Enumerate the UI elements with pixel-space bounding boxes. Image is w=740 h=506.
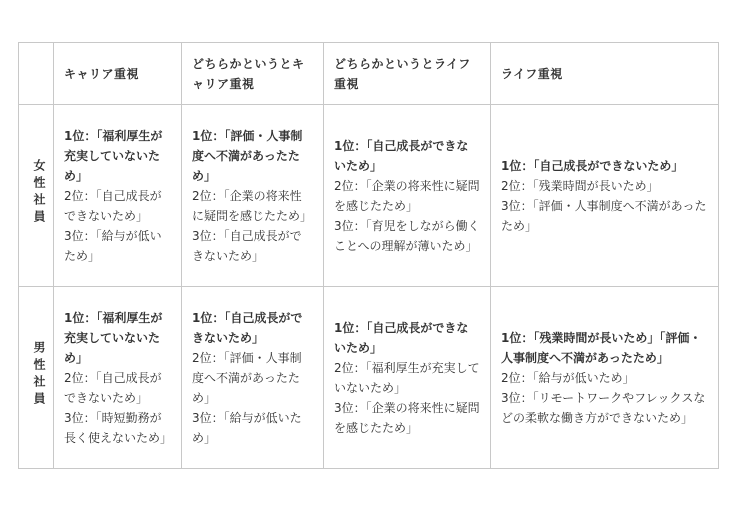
row-label-male: 男性社員 [32,340,46,409]
female-somewhat-career-cell [182,105,324,287]
column-header-somewhat-life: どちらかというとライフ重視 [324,43,491,105]
rank-1: 1位：「福利厚生が充実していないため」 [64,310,163,365]
retirement-reasons-table [18,42,719,469]
rank-2: 2位：「福利厚生が充実していないため」 [334,360,480,395]
rank-3: 3位：「時短勤務が長く使えないため」 [64,410,173,445]
male-somewhat-life-cell [324,287,491,469]
rank-2: 2位：「企業の将来性に疑問を感じたため」 [192,188,313,223]
rank-1: 1位：「自己成長ができないため」 [334,138,469,173]
column-header-somewhat-career: どちらかというとキャリア重視 [182,43,324,105]
rank-2: 2位：「自己成長ができないため」 [64,370,162,405]
male-row [19,287,719,469]
female-life-cell [491,105,719,287]
row-header-female [19,105,54,287]
rank-2: 2位：「企業の将来性に疑問を感じたため」 [334,178,480,213]
row-label-female: 女性社員 [32,158,46,227]
rank-1: 1位：「福利厚生が充実していないため」 [64,128,163,183]
male-life-cell [491,287,719,469]
rank-3: 3位：「リモートワークやフレックスなどの柔軟な働き方ができないため」 [501,390,706,425]
rank-3: 3位：「給与が低いため」 [64,228,162,263]
female-row [19,105,719,287]
rank-3: 3位：「育児をしながら働くことへの理解が薄いため」 [334,218,480,253]
column-header-life: ライフ重視 [491,43,719,105]
rank-2: 2位：「自己成長ができないため」 [64,188,162,223]
female-somewhat-life-cell [324,105,491,287]
rank-2: 2位：「給与が低いため」 [501,370,635,385]
rank-3: 3位：「企業の将来性に疑問を感じたため」 [334,400,480,435]
rank-1: 1位：「自己成長ができないため」 [501,158,684,173]
male-somewhat-career-cell [182,287,324,469]
rank-2: 2位：「残業時間が長いため」 [501,178,659,193]
male-career-cell [54,287,182,469]
row-header-male [19,287,54,469]
rank-1: 1位：「自己成長ができないため」 [192,310,303,345]
rank-3: 3位：「評価・人事制度へ不満があったため」 [501,198,707,233]
rank-3: 3位：「給与が低いため」 [192,410,302,445]
column-header-career: キャリア重視 [54,43,182,105]
rank-2: 2位：「評価・人事制度へ不満があったため」 [192,350,302,405]
corner-cell [19,43,54,105]
rank-3: 3位：「自己成長ができないため」 [192,228,302,263]
rank-1: 1位：「自己成長ができないため」 [334,320,469,355]
rank-1: 1位：「残業時間が長いため」「評価・人事制度へ不満があったため」 [501,330,702,365]
rank-1: 1位：「評価・人事制度へ不満があったため」 [192,128,303,183]
female-career-cell [54,105,182,287]
header-row [19,43,719,105]
